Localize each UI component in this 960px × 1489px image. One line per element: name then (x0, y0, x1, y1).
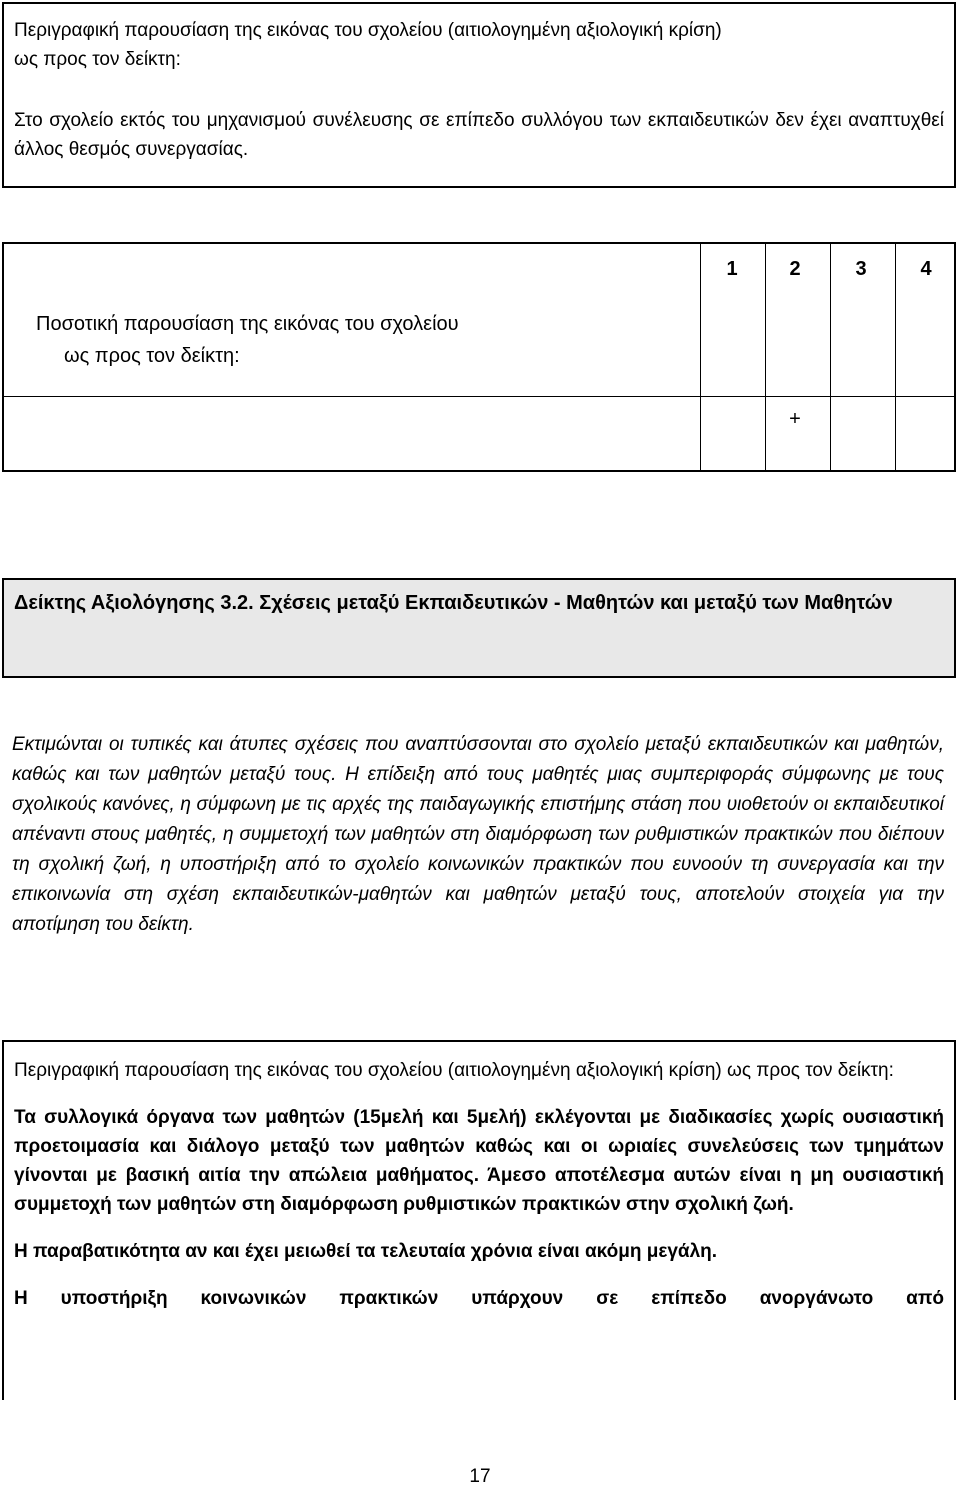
qualitative-description-box (2, 2, 956, 188)
description-paragraph-2: Η παραβατικότητα αν και έχει μειωθεί τα τελευταία χρόνια είναι ακόμη μεγάλη. (14, 1241, 718, 1262)
table-divider (700, 244, 701, 470)
indicator-title: Δείκτης Αξιολόγησης 3.2. Σχέσεις μεταξύ Εκπαιδευτικών - Μαθητών και μεταξύ των Μαθητών (14, 592, 893, 614)
page-number: 17 (469, 1466, 491, 1487)
quantitative-label-line1: Ποσοτική παρουσίαση της εικόνας του σχολείου (36, 313, 459, 335)
description-paragraph-3: Η υποστήριξη κοινωνικών πρακτικών υπάρχουν σε επίπεδο ανοργάνωτο από (14, 1288, 944, 1309)
selected-score-mark: + (789, 408, 801, 430)
table-divider (765, 244, 766, 470)
scale-header-3: 3 (855, 258, 867, 280)
scale-header-1: 1 (726, 258, 738, 280)
description-paragraph-1: Τα συλλογικά όργανα των μαθητών (15μελή και 5μελή) εκλέγονται με διαδικασίες χωρίς ουσιαστική προετοιμασία και διάλογο μεταξύ των μαθητών καθώς και οι ωριαίες συνελεύσεις των τμημάτων γίνονται με βασική αιτία την απώλεια μαθήματος. Άμεσο αποτέλεσμα αυτών είναι η μη ουσιαστική συμμετοχή των μαθητών στη διαμόρφωση ρυθμιστικών πρακτικών στην σχολική ζωή. (14, 1107, 944, 1215)
indicator-explanation (12, 730, 944, 940)
qualitative-label-line2: ως προς τον δείκτη: (14, 49, 181, 70)
quantitative-label (36, 308, 459, 372)
qualitative-label-line1: Περιγραφική παρουσίαση της εικόνας του σχολείου (αιτιολογημένη αξιολογική κρίση) (14, 20, 722, 41)
qualitative-label-2: Περιγραφική παρουσίαση της εικόνας του σχολείου (αιτιολογημένη αξιολογική κρίση) ως προς τον δείκτη: (14, 1060, 894, 1081)
quantitative-label-line2: ως προς τον δείκτη: (64, 345, 240, 367)
scale-header-4: 4 (920, 258, 932, 280)
qualitative-description-box-2 (2, 1040, 956, 1400)
indicator-header-box (2, 578, 956, 678)
explanation-text: Εκτιμώνται οι τυπικές και άτυπες σχέσεις που αναπτύσσονται στο σχολείο μεταξύ εκπαιδευτικών και μαθητών, καθώς και των μαθητών μεταξύ τους. Η επίδειξη από τους μαθητές μιας συμπεριφοράς σύμφωνης με τους σχολικούς κανόνες, η σύμφωνη με τις αρχές της παιδαγωγικής επιστήμης στάση που υιοθετούν οι εκπαιδευτικοί απέναντι στους μαθητές, η συμμετοχή των μαθητών στη διαμόρφωση των ρυθμιστικών πρακτικών που διέπουν τη σχολική ζωή, η υποστήριξη από το σχολείο κοινωνικών πρακτικών που ευνοούν τη συνεργασία και την επικοινωνία στη σχέση εκπαιδευτικών-μαθητών και μαθητών μεταξύ τους, αποτελούν στοιχεία για την αποτίμηση του δείκτη. (12, 734, 944, 935)
scale-header-2: 2 (789, 258, 801, 280)
table-divider (830, 244, 831, 470)
qualitative-body: Στο σχολείο εκτός του μηχανισμού συνέλευσης σε επίπεδο συλλόγου των εκπαιδευτικών δεν έχει αναπτυχθεί άλλος θεσμός συνεργασίας. (14, 110, 944, 160)
table-row-divider (4, 396, 954, 397)
table-divider (895, 244, 896, 470)
quantitative-table (2, 242, 956, 472)
